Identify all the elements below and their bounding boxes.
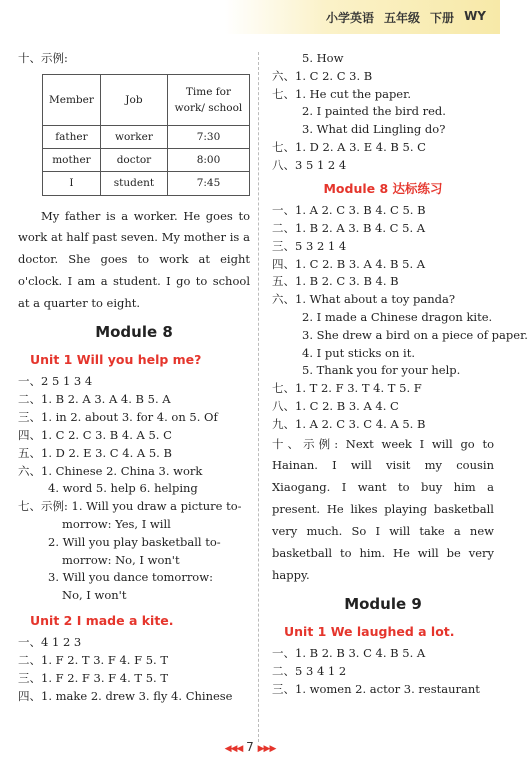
answer-line: 二、1. B 2. A 3. A 4. B 5. A xyxy=(18,392,171,407)
answer-line: 九、1. A 2. C 3. C 4. A 5. B xyxy=(272,416,426,431)
module-9-title: Module 9 xyxy=(344,594,422,613)
unit-1-answers xyxy=(18,373,250,605)
answer-line: 2. I made a Chinese dragon kite. xyxy=(302,309,493,324)
left-column xyxy=(18,50,250,706)
header-labels xyxy=(326,9,486,26)
answer-line: 四、1. make 2. drew 3. fly 4. Chinese xyxy=(18,688,233,703)
answer-line: 4. I put sticks on it. xyxy=(302,345,415,360)
q10-example: 十、示例: Next week I will go to Hainan. I will visit my cousin Xiaogang. I want to buy him a present. He likes playing basketball very much. So I will take a new basketball to him. He will be very happy. xyxy=(272,436,494,582)
answer-line: 一、2 5 1 3 4 xyxy=(18,374,93,389)
answer-line: 三、5 3 2 1 4 xyxy=(272,238,347,253)
header-edition: WY xyxy=(464,9,486,23)
answer-line: 七、1. D 2. A 3. E 4. B 5. C xyxy=(272,140,426,155)
answer-line: 3. What did Lingling do? xyxy=(302,122,446,137)
unit-2-title: Unit 2 I made a kite. xyxy=(30,613,174,629)
table-cell: 8:00 xyxy=(167,149,249,172)
answer-line: 四、1. C 2. C 3. B 4. A 5. C xyxy=(18,427,172,442)
answer-line: 一、1. B 2. B 3. C 4. B 5. A xyxy=(272,646,426,661)
answer-line: 3. She drew a bird on a piece of paper. xyxy=(302,327,528,342)
answer-line: 三、1. F 2. F 3. F 4. T 5. T xyxy=(18,671,169,686)
answer-line: 3. Will you dance tomorrow: xyxy=(48,570,213,585)
column-divider xyxy=(258,52,259,742)
table-cell: 7:45 xyxy=(167,172,249,195)
page-footer xyxy=(0,740,500,754)
answer-line: 八、3 5 1 2 4 xyxy=(272,157,347,172)
answer-line: 5. How xyxy=(302,51,344,65)
table-header: Job xyxy=(100,74,167,125)
module-8-title: Module 8 xyxy=(95,322,173,341)
module-8-test-answers xyxy=(272,202,528,434)
answer-line: 5. Thank you for your help. xyxy=(302,363,461,378)
example-paragraph: My father is a worker. He goes to work at half past seven. My mother is a doctor. She goes to work at eight o'clock. I am a student. I go to school at a quarter to eight. xyxy=(18,208,250,310)
answer-line: morrow: No, I won't xyxy=(62,552,180,567)
table-cell: doctor xyxy=(100,149,167,172)
work-time-table xyxy=(42,74,250,196)
answer-line: No, I won't xyxy=(62,588,127,603)
answer-line: 三、1. women 2. actor 3. restaurant xyxy=(272,681,480,696)
answer-line: 2. I painted the bird red. xyxy=(302,104,446,119)
answer-line: 2. Will you play basketball to- xyxy=(48,534,221,549)
answer-line: 三、1. in 2. about 3. for 4. on 5. Of xyxy=(18,410,218,425)
q10-label: 十、示例: xyxy=(18,51,68,65)
module-8-test-title: Module 8 达标练习 xyxy=(323,180,443,196)
answer-line: 八、1. C 2. B 3. A 4. C xyxy=(272,399,399,413)
continued-answers xyxy=(272,50,494,175)
unit-1-title: Unit 1 Will you help me? xyxy=(30,352,202,368)
module-9-unit-1-title: Unit 1 We laughed a lot. xyxy=(284,623,455,639)
answer-line: 二、1. F 2. T 3. F 4. F 5. T xyxy=(18,653,169,668)
table-header-row xyxy=(43,74,250,125)
table-cell: father xyxy=(43,125,101,148)
table-row xyxy=(43,125,250,148)
table-cell: I xyxy=(43,172,101,195)
prev-arrows-icon: ◀◀◀ xyxy=(224,744,243,754)
header-grade: 五年级 xyxy=(384,11,421,25)
answer-line: 七、1. T 2. F 3. T 4. T 5. F xyxy=(272,381,422,396)
answer-line: 六、1. What about a toy panda? xyxy=(272,292,456,307)
answer-line: 二、5 3 4 1 2 xyxy=(272,663,347,678)
page-number: 7 xyxy=(246,740,254,754)
answer-line: morrow: Yes, I will xyxy=(62,516,171,531)
table-cell: worker xyxy=(100,125,167,148)
table-cell: 7:30 xyxy=(167,125,249,148)
answer-line: 五、1. B 2. C 3. B 4. B xyxy=(272,274,399,289)
table-row xyxy=(43,149,250,172)
answer-line: 4. word 5. help 6. helping xyxy=(48,481,198,496)
next-arrows-icon: ▶▶▶ xyxy=(257,744,276,754)
unit-2-answers xyxy=(18,634,250,705)
table-header: Member xyxy=(43,74,101,125)
answer-line: 一、1. A 2. C 3. B 4. C 5. B xyxy=(272,203,426,218)
answer-line: 七、1. He cut the paper. xyxy=(272,86,412,101)
answer-line: 二、1. B 2. A 3. B 4. C 5. A xyxy=(272,220,426,235)
table-cell: mother xyxy=(43,149,101,172)
answer-line: 四、1. C 2. B 3. A 4. B 5. A xyxy=(272,256,426,271)
answer-line: 五、1. D 2. E 3. C 4. A 5. B xyxy=(18,445,172,460)
answer-line: 六、1. Chinese 2. China 3. work xyxy=(18,463,203,478)
table-row xyxy=(43,172,250,195)
answer-line: 一、4 1 2 3 xyxy=(18,635,82,650)
answer-line: 七、示例: 1. Will you draw a picture to- xyxy=(18,499,242,514)
answer-line: 六、1. C 2. C 3. B xyxy=(272,68,373,83)
table-cell: student xyxy=(100,172,167,195)
module-9-unit-1-answers xyxy=(272,645,494,698)
table-header: Time for work/ school xyxy=(167,74,249,125)
header-subject: 小学英语 xyxy=(326,11,375,25)
right-column xyxy=(272,50,528,699)
header-volume: 下册 xyxy=(430,11,455,25)
header-bar xyxy=(0,0,500,34)
